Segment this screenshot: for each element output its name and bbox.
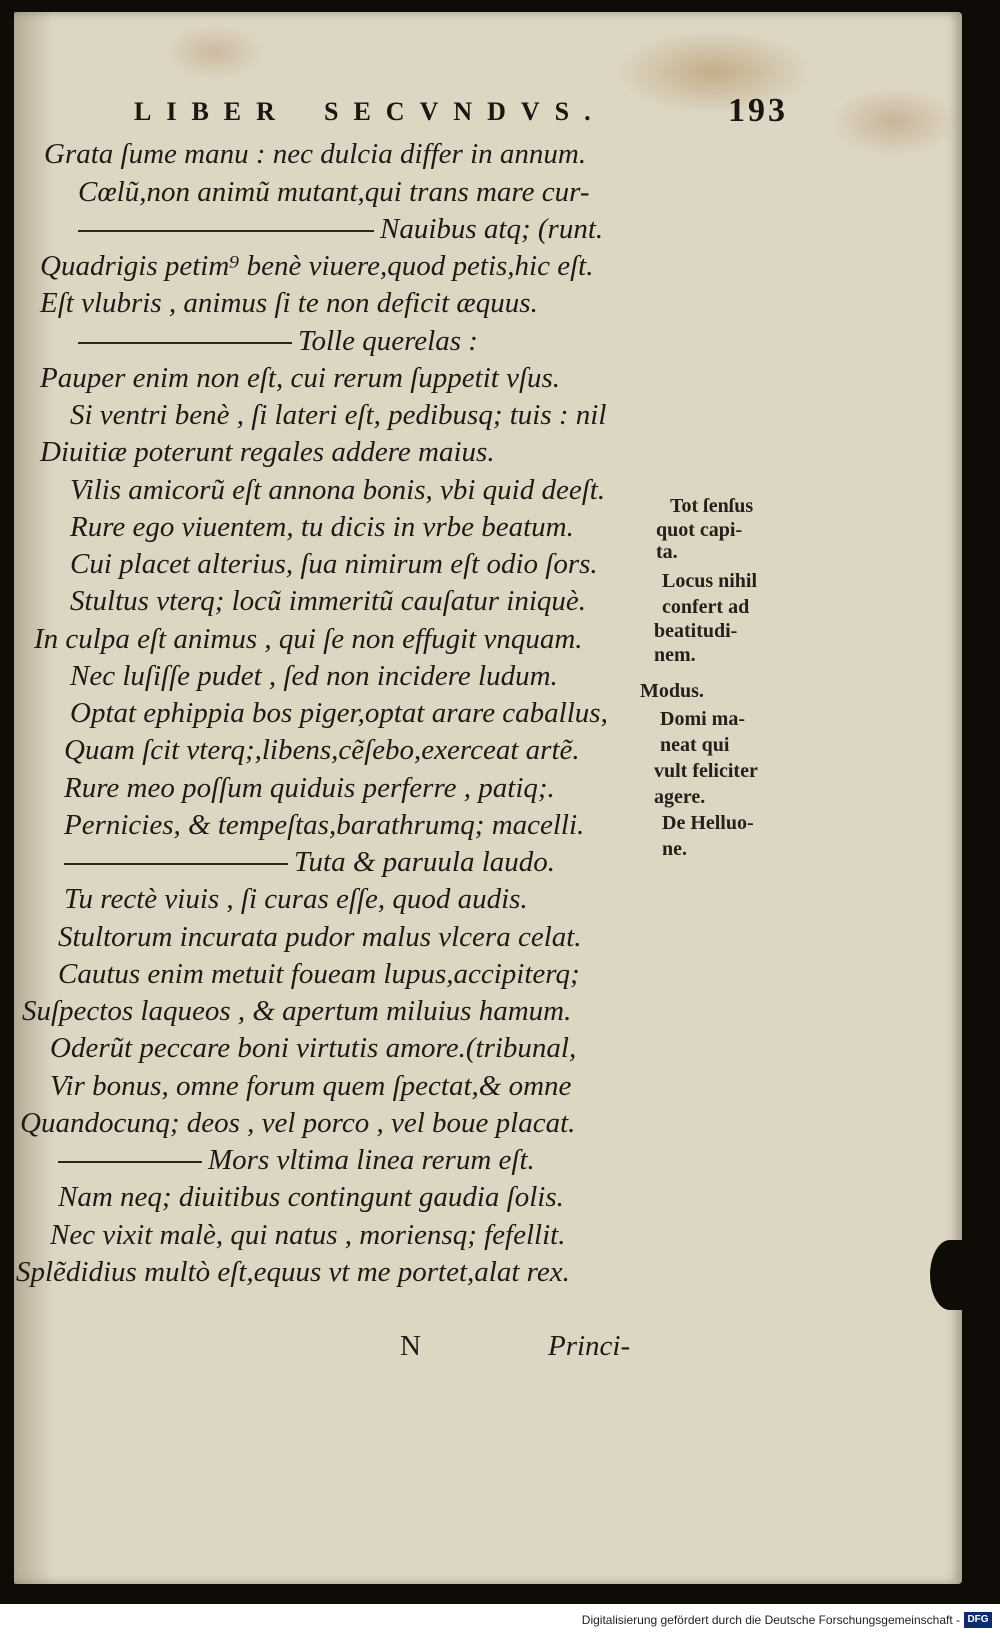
- margin-note: vult feliciter: [654, 760, 758, 782]
- verse-line-with-rule: [78, 215, 603, 244]
- verse-line: Optat ephippia bos piger,optat arare caballus,: [70, 697, 608, 729]
- verse-line: Stultorum incurata pudor malus vlcera celat.: [58, 921, 582, 953]
- margin-note: nem.: [654, 644, 696, 666]
- verse-line: Cœlũ,non animũ mutant,qui trans mare cur-: [78, 176, 590, 208]
- margin-note: ne.: [662, 838, 687, 860]
- verse-line: Splẽdidius multò eſt,equus vt me portet,alat rex.: [16, 1256, 570, 1288]
- margin-note: agere.: [654, 786, 706, 808]
- verse-line: In culpa eſt animus , qui ſe non effugit vnquam.: [34, 623, 583, 655]
- verse-line: Quadrigis petim⁹ benè viuere,quod petis,hic eſt.: [40, 250, 594, 282]
- running-head-secundus: SECVNDVS.: [324, 97, 606, 126]
- verse-line: Nec vixit malè, qui natus , moriensq; fefellit.: [50, 1219, 566, 1251]
- verse-line: Pernicies, & tempeſtas,barathrumq; macelli.: [64, 809, 585, 841]
- verse-text: Mors vltima linea rerum eſt.: [208, 1144, 535, 1176]
- page-tear: [930, 1240, 970, 1310]
- verse-text: Nauibus atq; (runt.: [380, 213, 604, 245]
- margin-note: Tot ſenſus: [670, 495, 754, 517]
- verse-line-with-rule: [78, 327, 478, 356]
- verse-line: Stultus vterq; locũ immeritũ cauſatur iniquè.: [70, 585, 587, 617]
- margin-note: quot capi-: [656, 519, 743, 541]
- verse-line: Grata ſume manu : nec dulcia differ in annum.: [44, 138, 587, 170]
- verse-line: Rure ego viuentem, tu dicis in vrbe beatum.: [70, 511, 574, 543]
- margin-note: ta.: [656, 541, 678, 563]
- verse-line: Quandocunq; deos , vel porco , vel boue placat.: [20, 1107, 576, 1139]
- verse-line: Si ventri benè , ſi lateri eſt, pedibusq; tuis : nil: [70, 399, 607, 431]
- verse-line: Pauper enim non eſt, cui rerum ſuppetit vſus.: [40, 362, 561, 394]
- verse-line-with-rule: [58, 1146, 535, 1175]
- margin-note: beatitudi-: [654, 620, 738, 642]
- verse-line: Nam neq; diuitibus contingunt gaudia ſolis.: [58, 1181, 564, 1213]
- verse-line: Vir bonus, omne forum quem ſpectat,& omne: [50, 1070, 572, 1102]
- margin-note: De Helluo-: [662, 812, 754, 834]
- verse-line: Suſpectos laqueos , & apertum miluius hamum.: [22, 995, 572, 1027]
- verse-line: Vilis amicorũ eſt annona bonis, vbi quid deeſt.: [70, 474, 606, 506]
- book-page: [14, 12, 962, 1584]
- margin-note: Domi ma-: [660, 708, 745, 730]
- footer-bar: [0, 1604, 1000, 1638]
- running-head-liber: LIBER: [134, 97, 290, 126]
- verse-text: Tuta & paruula laudo.: [294, 846, 556, 878]
- line-rule: [58, 1161, 202, 1163]
- line-rule: [78, 230, 374, 232]
- page-number: 193: [728, 92, 788, 129]
- verse-line: Nec luſiſſe pudet , ſed non incidere ludum.: [70, 660, 558, 692]
- dfg-logo-icon: DFG: [964, 1612, 992, 1628]
- verse-line: Quam ſcit vterq;,libens,cẽſebo,exerceat artẽ.: [64, 734, 580, 766]
- verse-line: Eſt vlubris , animus ſi te non deficit æquus.: [40, 287, 538, 319]
- verse-line: Cautus enim metuit foueam lupus,accipiterq;: [58, 958, 580, 990]
- verse-text: Tolle querelas :: [298, 325, 478, 357]
- verse-line: Diuitiæ poterunt regales addere maius.: [40, 436, 495, 468]
- verse-line-with-rule: [64, 848, 555, 877]
- margin-note: confert ad: [662, 596, 750, 618]
- margin-note: neat qui: [660, 734, 730, 756]
- verse-line: Rure meo poſſum quiduis perferre , patiq;.: [64, 772, 555, 804]
- verse-line: Cui placet alterius, ſua nimirum eſt odio ſors.: [70, 548, 598, 580]
- margin-note: Modus.: [640, 680, 704, 702]
- line-rule: [78, 342, 292, 344]
- margin-note: Locus nihil: [662, 570, 758, 592]
- verse-line: Tu rectè viuis , ſi curas eſſe, quod audis.: [64, 883, 528, 915]
- signature-mark: N: [400, 1330, 421, 1362]
- catchword: Princi-: [548, 1330, 631, 1362]
- funding-credit: Digitalisierung gefördert durch die Deutsche Forschungsgemeinschaft -: [581, 1613, 960, 1627]
- verse-line: Oderũt peccare boni virtutis amore.(tribunal,: [50, 1032, 577, 1064]
- line-rule: [64, 863, 288, 865]
